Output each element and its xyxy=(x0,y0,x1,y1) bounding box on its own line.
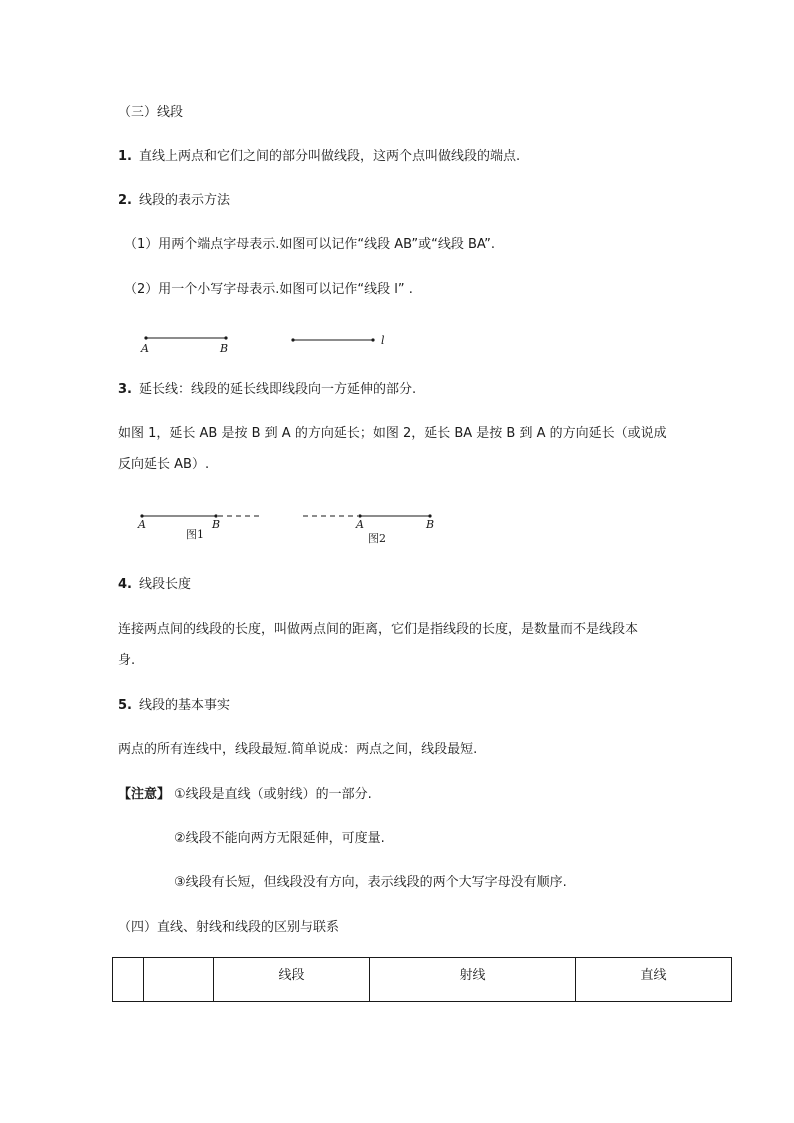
fig1-label-a: A xyxy=(138,518,146,531)
item-4-text-line-2: 身. xyxy=(118,653,136,668)
item-3-number: 3. xyxy=(118,382,132,397)
segment-representation-figure xyxy=(130,328,400,358)
item-5-text: 两点的所有连线中，线段最短.简单说成：两点之间，线段最短. xyxy=(118,742,478,757)
section-heading-3: （三）线段 xyxy=(118,105,184,120)
point-label-b: B xyxy=(220,342,229,355)
item-5-number: 5. xyxy=(118,698,132,713)
item-1-text: 直线上两点和它们之间的部分叫做线段，这两个点叫做线段的端点. xyxy=(139,149,521,164)
item-2-sub-2: （2）用一个小写字母表示.如图可以记作“线段 l” . xyxy=(124,282,413,297)
fig2-label-a: A xyxy=(356,518,364,531)
fig1-label-b: B xyxy=(212,518,221,531)
item-3-explain-line-2: 反向延长 AB）. xyxy=(118,457,210,472)
point-label-a: A xyxy=(141,342,149,355)
extension-figure xyxy=(130,506,450,548)
table-header-cell-1 xyxy=(144,958,214,1002)
section-heading-4: （四）直线、射线和线段的区别与联系 xyxy=(118,920,340,935)
item-2-title: 线段的表示方法 xyxy=(139,193,231,208)
comparison-table xyxy=(112,957,732,1002)
note-line-2: ②线段不能向两方无限延伸，可度量. xyxy=(174,831,385,846)
fig2-caption: 图2 xyxy=(368,532,386,545)
table-header-segment: 线段 xyxy=(214,958,370,1002)
table-header-row xyxy=(113,958,732,1002)
item-5-title: 线段的基本事实 xyxy=(139,698,231,713)
note-label: 【注意】 xyxy=(118,787,171,802)
fig2-label-b: B xyxy=(426,518,435,531)
item-4-title: 线段长度 xyxy=(139,577,192,592)
item-4-number: 4. xyxy=(118,577,132,592)
table-header-line: 直线 xyxy=(576,958,732,1002)
table-header-cell-0 xyxy=(113,958,144,1002)
item-1-number: 1. xyxy=(118,149,132,164)
segment-label-l: l xyxy=(381,334,385,347)
table-header-ray: 射线 xyxy=(370,958,576,1002)
fig1-caption: 图1 xyxy=(186,528,204,541)
item-2-number: 2. xyxy=(118,193,132,208)
item-3-explain-line-1: 如图 1，延长 AB 是按 B 到 A 的方向延长；如图 2，延长 BA 是按 B 到 A 的方向延长（或说成 xyxy=(118,426,667,441)
note-line-1: ①线段是直线（或射线）的一部分. xyxy=(174,787,372,802)
item-4-text-line-1: 连接两点间的线段的长度，叫做两点间的距离，它们是指线段的长度，是数量而不是线段本 xyxy=(118,622,639,637)
note-line-3: ③线段有长短，但线段没有方向，表示线段的两个大写字母没有顺序. xyxy=(174,875,567,890)
item-2-sub-1: （1）用两个端点字母表示.如图可以记作“线段 AB”或“线段 BA”. xyxy=(124,237,496,252)
item-3-text: 延长线：线段的延长线即线段向一方延伸的部分. xyxy=(139,382,417,397)
